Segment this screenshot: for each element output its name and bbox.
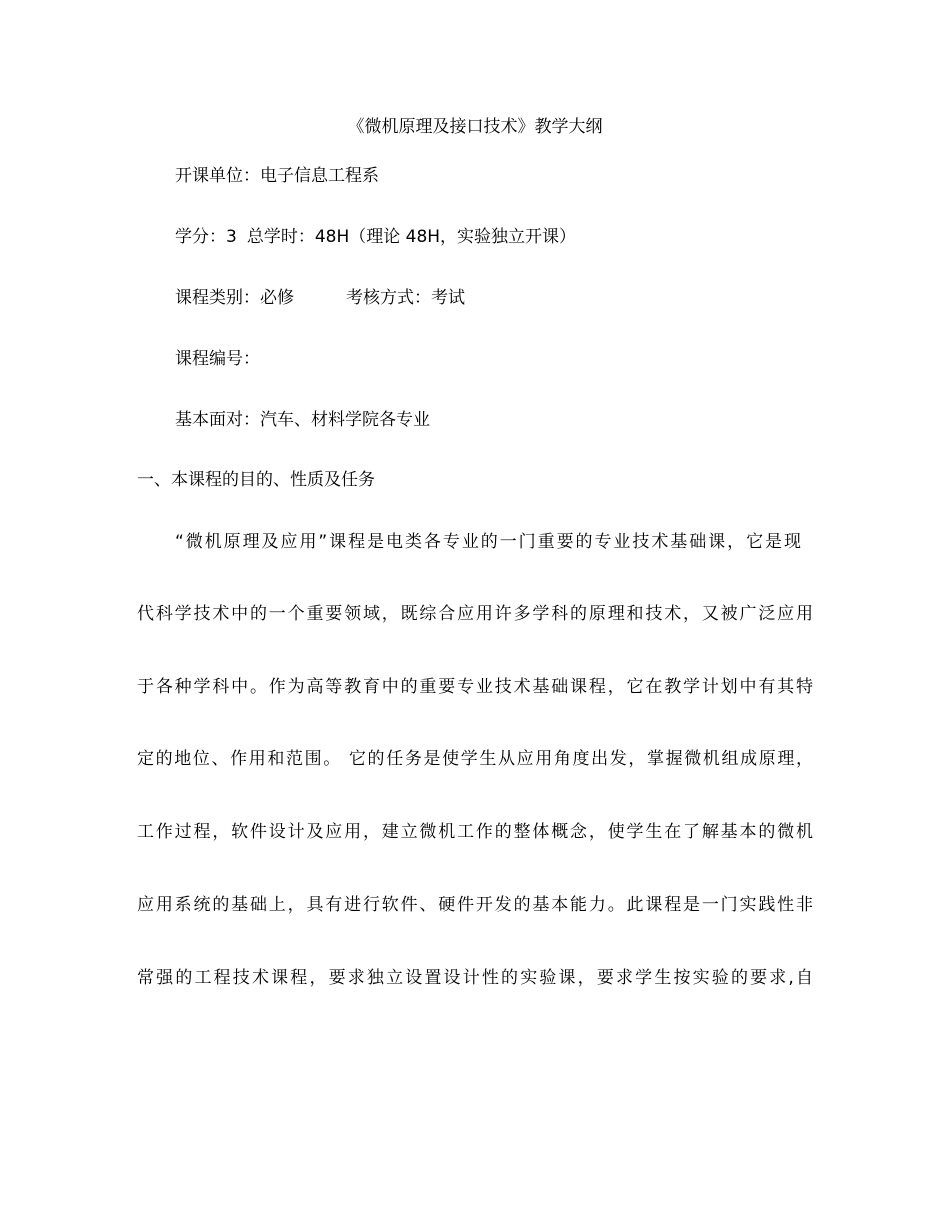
credits-hours-line	[175, 225, 576, 249]
body-line: 于各种学科中。作为高等教育中的重要专业技术基础课程，它在教学计划中有其特	[137, 677, 813, 697]
document-title: 《微机原理及接口技术》教学大纲	[347, 117, 603, 137]
body-line: 代科学技术中的一个重要领域，既综合应用许多学科的原理和技术，又被广泛应用	[137, 604, 813, 624]
course-code-line: 课程编号：	[175, 349, 260, 369]
body-line: 常强的工程技术课程，要求独立设置设计性的实验课，要求学生按实验的要求,自	[137, 968, 813, 988]
category-text: 课程类别：必修	[175, 288, 294, 308]
department-line: 开课单位：电子信息工程系	[175, 166, 379, 186]
assessment-text: 考核方式：考试	[346, 288, 465, 308]
body-line: 定的地位、作用和范围。 它的任务是使学生从应用角度出发，掌握微机组成原理，	[137, 749, 813, 769]
audience-line: 基本面对：汽车、材料学院各专业	[175, 410, 430, 430]
section-heading: 一、本课程的目的、性质及任务	[137, 470, 375, 490]
hours-text: 总学时：48H（理论 48H，实验独立开课）	[246, 227, 577, 247]
body-line: 工作过程，软件设计及应用，建立微机工作的整体概念，使学生在了解基本的微机	[137, 822, 813, 842]
body-line: “微机原理及应用”课程是电类各专业的一门重要的专业技术基础课，它是现	[175, 532, 801, 552]
category-assessment-line	[175, 286, 465, 310]
credits-text: 学分：3	[175, 227, 237, 247]
body-line: 应用系统的基础上，具有进行软件、硬件开发的基本能力。此课程是一门实践性非	[137, 895, 813, 915]
